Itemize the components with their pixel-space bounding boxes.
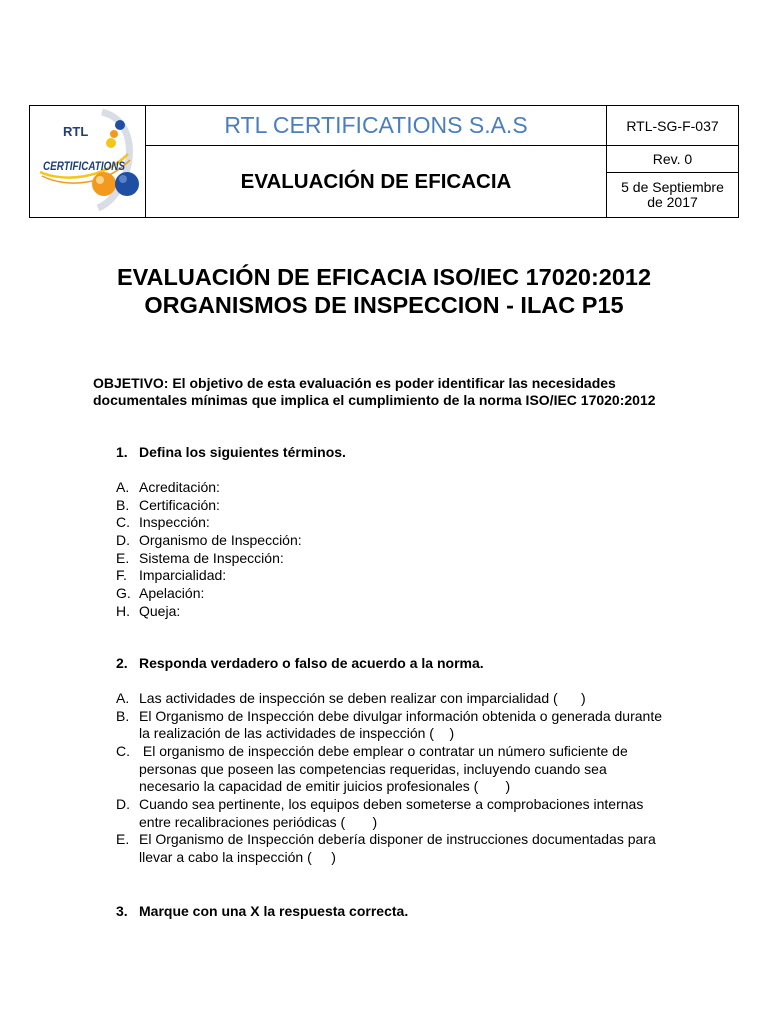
list-item [116,532,302,550]
logo-certifications-text: CERTIFICATIONS [42,158,125,173]
item-text: Certificación: [139,496,220,513]
item-text: la realización de las actividades de inspección ( ) [139,725,455,742]
document-title: EVALUACIÓN DE EFICACIA [240,169,512,193]
title-line: ORGANISMOS DE INSPECCION - ILAC P15 [144,292,624,318]
document-code: RTL-SG-F-037 [626,117,719,134]
document-title-cell [146,146,606,217]
section-heading [116,444,346,462]
item-text: Apelación: [139,584,205,601]
logo-cell [30,106,145,217]
list-item [116,690,662,708]
item-text: personas que poseen las competencias requeridas, incluyendo cuando sea [139,760,607,777]
item-letter: C. [116,742,130,759]
date-line: 5 de Septiembre [621,179,724,195]
list-item [116,550,302,568]
list-item [116,831,662,866]
section-heading [116,655,484,673]
item-text: Organismo de Inspección: [139,531,302,548]
item-text: Las actividades de inspección se deben realizar con imparcialidad ( ) [139,690,586,706]
list-item [116,585,302,603]
page-title [0,263,768,319]
company-name-cell [146,106,606,145]
company-logo [32,108,144,216]
document-header-table [29,105,739,218]
item-letter: C. [116,514,130,531]
list-item [116,479,302,497]
item-text: necesario la capacidad de emitir juicios profesionales ( ) [139,778,511,795]
logo-highlight [119,175,127,183]
section-number: 2. [116,655,128,671]
section-number: 1. [116,444,128,460]
item-letter: D. [116,531,130,548]
item-letter: B. [116,496,130,513]
item-letter: E. [116,831,130,848]
title-line: EVALUACIÓN DE EFICACIA ISO/IEC 17020:2012 [116,264,652,290]
item-letter: A. [116,690,130,706]
item-letter: F. [116,567,127,584]
section-heading [116,903,408,921]
item-letter: B. [116,707,130,724]
date-cell [607,173,738,217]
logo-rtl-text: RTL [62,123,88,139]
list-item [116,514,302,532]
list-item [116,743,662,796]
section-heading-text: Marque con una X la respuesta correcta. [139,903,409,919]
revision-cell [607,146,738,172]
objective-paragraph [93,375,656,408]
item-letter: G. [116,584,131,601]
logo-highlight [96,176,104,184]
item-text: entre recalibraciones periódicas ( ) [139,813,378,830]
logo-orange-dot [110,130,118,138]
objective-line: OBJETIVO: El objetivo de esta evaluación es poder identificar las necesidades [93,375,616,391]
list-item [116,708,662,743]
revision-label: Rev. 0 [652,151,693,167]
item-text: Cuando sea pertinente, los equipos deben someterse a comprobaciones internas [139,795,644,812]
list-item [116,796,662,831]
list-item [116,567,302,585]
item-letter: A. [116,479,130,495]
logo-blue-dot [115,120,125,130]
list-item [116,497,302,515]
document-code-cell [607,106,738,145]
section-heading-text: Responda verdadero o falso de acuerdo a la norma. [139,655,484,671]
company-name: RTL CERTIFICATIONS S.A.S [224,112,528,138]
list-item [116,603,302,621]
item-letter: D. [116,795,130,812]
item-text: Queja: [139,602,181,619]
objective-line: documentales mínimas que implica el cumplimiento de la norma ISO/IEC 17020:2012 [93,391,656,408]
item-letter: H. [116,602,130,619]
true-false-list [116,690,662,867]
item-text: El Organismo de Inspección debería disponer de instrucciones documentadas para [139,831,656,848]
logo-yellow-dot [106,138,116,148]
logo-blue-ball [115,172,139,196]
section-number: 3. [116,903,128,919]
item-text: Inspección: [139,514,210,531]
item-text: Sistema de Inspección: [139,549,284,566]
item-letter: E. [116,549,130,566]
item-text: llevar a cabo la inspección ( ) [139,848,336,865]
terms-list [116,479,302,620]
date-line: de 2017 [647,194,698,210]
item-text: Acreditación: [139,479,220,495]
item-text: El Organismo de Inspección debe divulgar información obtenida o generada durante [139,707,663,724]
item-text: El organismo de inspección debe emplear o contratar un número suficiente de [139,742,628,759]
section-heading-text: Defina los siguientes términos. [139,444,346,460]
item-text: Imparcialidad: [139,567,227,584]
logo-orange-ball [92,172,116,196]
